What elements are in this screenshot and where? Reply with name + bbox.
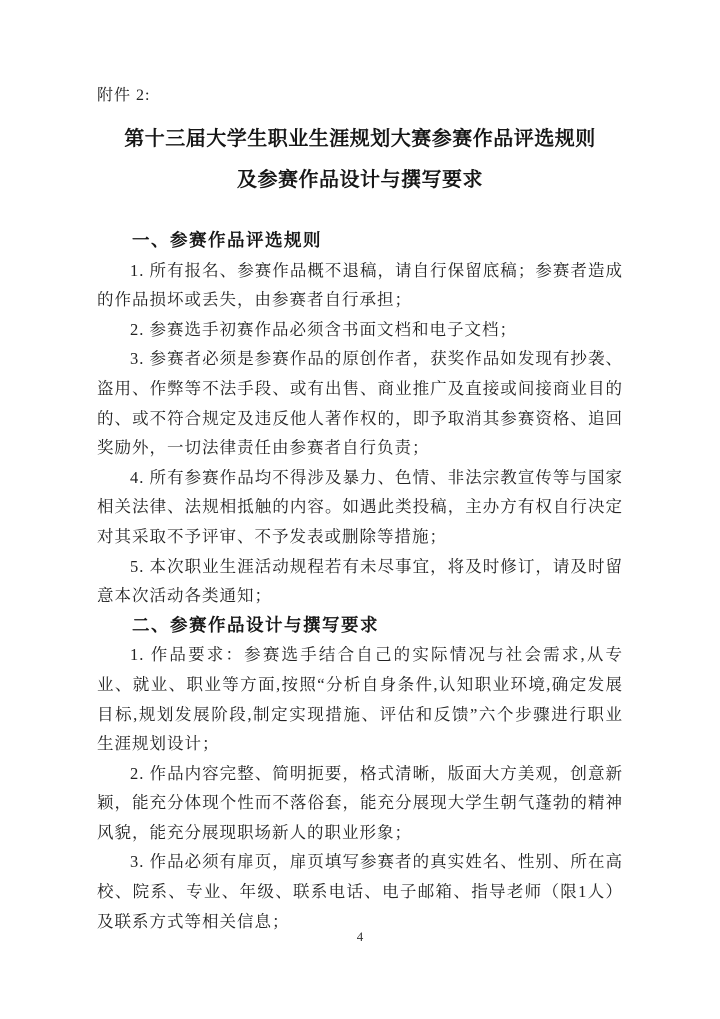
section-one-heading: 一、参赛作品评选规则 [132, 230, 322, 250]
document-title-line-1: 第十三届大学生职业生涯规划大赛参赛作品评选规则 [124, 128, 596, 150]
section-one-paragraph-5: 5. 本次职业生涯活动规程若有未尽事宜，将及时修订，请及时留意本次活动各类通知； [97, 556, 623, 606]
section-one-paragraph-4: 4. 所有参赛作品均不得涉及暴力、色情、非法宗教宣传等与国家相关法律、法规相抵触的内容。如遇此类投稿，主办方有权自行决定对其采取不予评审、不予发表或删除等措施； [97, 467, 623, 546]
document-title-line-2: 及参赛作品设计与撰写要求 [237, 169, 483, 191]
section-one-paragraph-3: 3. 参赛者必须是参赛作品的原创作者，获奖作品如发现有抄袭、盗用、作弊等不法手段、或有出售、商业推广及直接或间接商业目的的、或不符合规定及违反他人著作权的，即予取消其参赛资格、追回奖励外，一切法律责任由参赛者自行负责； [97, 349, 623, 458]
section-two-heading: 二、参赛作品设计与撰写要求 [132, 614, 379, 635]
page-number: 4 [356, 929, 364, 944]
section-two-paragraph-2: 2. 作品内容完整、简明扼要，格式清晰，版面大方美观，创意新颖，能充分体现个性而不落俗套，能充分展现大学生朝气蓬勃的精神风貌，能充分展现职场新人的职业形象； [97, 763, 623, 842]
section-one-paragraph-2: 2. 参赛选手初赛作品必须含书面文档和电子文档； [130, 319, 517, 339]
section-one-paragraph-1: 1. 所有报名、参赛作品概不退稿，请自行保留底稿；参赛者造成的作品损坏或丢失，由参赛者自行承担； [97, 260, 623, 310]
section-two-paragraph-1: 1. 作品要求：参赛选手结合自己的实际情况与社会需求,从专业、就业、职业等方面,按照“分析自身条件,认知职业环境,确定发展目标,规划发展阶段,制定实现措施、评估和反馈”六个步骤进行职业生涯规划设计； [97, 645, 623, 754]
section-two-paragraph-3: 3. 作品必须有扉页，扉页填写参赛者的真实姓名、性别、所在高校、院系、专业、年级、联系电话、电子邮箱、指导老师（限1人）及联系方式等相关信息； [97, 852, 623, 931]
attachment-label: 附件 2: [97, 87, 151, 104]
document-body [97, 226, 623, 936]
